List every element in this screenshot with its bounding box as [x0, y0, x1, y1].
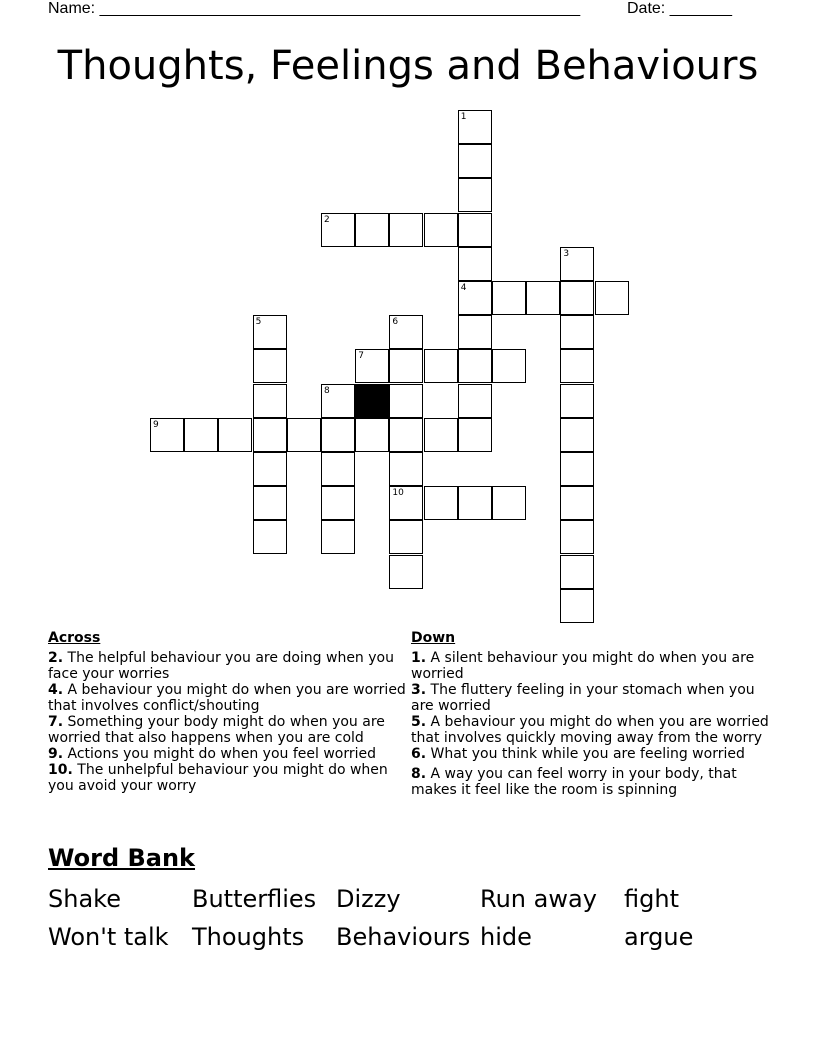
crossword-cell[interactable] — [526, 281, 560, 315]
crossword-cell[interactable] — [253, 486, 287, 520]
across-clues — [48, 630, 408, 794]
page-title: Thoughts, Feelings and Behaviours — [57, 43, 759, 89]
clue-text: A behaviour you might do when you are worried that involves quickly moving away from the worry — [411, 714, 769, 746]
across-clue-2 — [48, 650, 408, 682]
down-clue-6 — [411, 746, 771, 762]
crossword-cell[interactable] — [458, 281, 492, 315]
clue-number-label: 1 — [460, 112, 467, 122]
crossword-cell[interactable] — [355, 213, 389, 247]
word-bank-word: Dizzy — [336, 885, 401, 913]
clue-number: 7. — [48, 714, 64, 730]
crossword-cell[interactable] — [389, 452, 423, 486]
word-bank-word: Behaviours — [336, 923, 471, 951]
clue-number: 5. — [411, 714, 427, 730]
crossword-cell[interactable] — [253, 384, 287, 418]
crossword-cell[interactable] — [458, 486, 492, 520]
crossword-cell[interactable] — [560, 349, 594, 383]
crossword-cell[interactable] — [253, 349, 287, 383]
crossword-cell[interactable] — [150, 418, 184, 452]
across-clue-9 — [48, 746, 408, 762]
crossword-cell[interactable] — [253, 452, 287, 486]
crossword-cell[interactable] — [355, 418, 389, 452]
crossword-cell[interactable] — [560, 520, 594, 554]
clue-number: 10. — [48, 762, 73, 778]
crossword-cell[interactable] — [321, 384, 355, 418]
crossword-cell[interactable] — [492, 349, 526, 383]
crossword-cell[interactable] — [560, 452, 594, 486]
clue-number-label: 3 — [563, 248, 570, 259]
crossword-cell[interactable] — [389, 555, 423, 589]
crossword-cell[interactable] — [424, 418, 458, 452]
crossword-cell[interactable] — [321, 213, 355, 247]
crossword-cell[interactable] — [389, 520, 423, 554]
clue-number: 3. — [411, 682, 427, 698]
word-bank-word: Shake — [48, 885, 121, 913]
crossword-cell[interactable] — [560, 384, 594, 418]
crossword-cell[interactable] — [424, 349, 458, 383]
clue-number-label: 8 — [324, 385, 330, 396]
crossword-cell[interactable] — [424, 213, 458, 247]
down-clue-8 — [411, 766, 771, 798]
across-clue-4 — [48, 682, 408, 714]
clue-text: Actions you might do when you feel worried — [67, 746, 377, 762]
crossword-cell[interactable] — [560, 247, 594, 281]
crossword-cell[interactable] — [253, 520, 287, 554]
crossword-cell[interactable] — [458, 110, 492, 144]
clue-text: What you think while you are feeling worried — [430, 746, 745, 762]
crossword-cell[interactable] — [595, 281, 629, 315]
crossword-cell[interactable] — [389, 349, 423, 383]
clue-number-label: 6 — [392, 317, 399, 328]
crossword-cell[interactable] — [458, 144, 492, 178]
crossword-cell[interactable] — [355, 349, 389, 383]
clue-number-label: 10 — [392, 488, 404, 499]
clue-number-label: 7 — [358, 351, 364, 362]
word-bank-title: Word Bank — [48, 844, 196, 872]
clue-number: 2. — [48, 650, 64, 666]
crossword-cell[interactable] — [458, 247, 492, 281]
clue-number-label: 4 — [460, 283, 467, 293]
clue-text: A way you can feel worry in your body, that makes it feel like the room is spinning — [411, 766, 737, 798]
word-bank-word: fight — [624, 885, 679, 913]
crossword-cell[interactable] — [218, 418, 252, 452]
crossword-cell[interactable] — [560, 315, 594, 349]
crossword-cell[interactable] — [458, 349, 492, 383]
word-bank-word: Run away — [480, 885, 597, 913]
crossword-cell[interactable] — [560, 281, 594, 315]
clue-text: Something your body might do when you are worried that also happens when you are cold — [48, 714, 385, 746]
name-field-line: Name: ______________________________________________________ — [48, 0, 581, 17]
crossword-cell[interactable] — [321, 486, 355, 520]
crossword-cell[interactable] — [389, 418, 423, 452]
crossword-cell[interactable] — [253, 315, 287, 349]
crossword-cell[interactable] — [321, 452, 355, 486]
crossword-cell[interactable] — [389, 315, 423, 349]
crossword-cell[interactable] — [389, 384, 423, 418]
crossword-cell[interactable] — [184, 418, 218, 452]
clue-number: 9. — [48, 746, 64, 762]
crossword-cell[interactable] — [253, 418, 287, 452]
crossword-cell[interactable] — [560, 555, 594, 589]
crossword-cell[interactable] — [458, 384, 492, 418]
across-clue-10 — [48, 762, 408, 794]
down-heading: Down — [411, 630, 456, 646]
crossword-cell[interactable] — [560, 418, 594, 452]
clue-number: 6. — [411, 746, 427, 762]
down-clue-5 — [411, 714, 771, 746]
down-clue-3 — [411, 682, 771, 714]
crossword-cell[interactable] — [458, 178, 492, 212]
crossword-cell[interactable] — [458, 315, 492, 349]
clue-number: 8. — [411, 766, 427, 782]
crossword-cell[interactable] — [321, 418, 355, 452]
date-field-line: Date: _______ — [627, 0, 732, 17]
across-clue-7 — [48, 714, 408, 746]
clue-text: The unhelpful behaviour you might do when you avoid your worry — [48, 762, 388, 794]
crossword-cell[interactable] — [458, 418, 492, 452]
clue-text: A behaviour you might do when you are worried that involves conflict/shouting — [48, 682, 406, 714]
word-bank-word: argue — [624, 923, 694, 951]
clue-text: The helpful behaviour you are doing when you face your worries — [48, 650, 394, 682]
word-bank-word: Thoughts — [192, 923, 305, 951]
clue-number-label: 9 — [153, 419, 159, 430]
down-clue-1 — [411, 650, 771, 682]
down-clues — [411, 630, 771, 798]
word-bank-word: Butterflies — [192, 885, 317, 913]
clue-number-label: 5 — [255, 317, 262, 328]
word-bank-word: hide — [480, 923, 532, 951]
word-bank-word: Won't talk — [48, 923, 169, 951]
crossword-cell[interactable] — [560, 589, 594, 623]
crossword-block-cell — [355, 384, 389, 418]
clue-text: A silent behaviour you might do when you are worried — [411, 650, 755, 682]
crossword-cell[interactable] — [287, 418, 321, 452]
crossword-cell[interactable] — [424, 486, 458, 520]
clue-text: The fluttery feeling in your stomach when you are worried — [411, 682, 755, 714]
clue-number: 1. — [411, 650, 427, 666]
crossword-cell[interactable] — [492, 486, 526, 520]
crossword-cell[interactable] — [389, 486, 423, 520]
clue-number-label: 2 — [324, 214, 330, 225]
across-heading: Across — [48, 630, 101, 646]
crossword-cell[interactable] — [560, 486, 594, 520]
crossword-cell[interactable] — [492, 281, 526, 315]
clue-number: 4. — [48, 682, 64, 698]
crossword-cell[interactable] — [458, 213, 492, 247]
crossword-cell[interactable] — [321, 520, 355, 554]
crossword-cell[interactable] — [389, 213, 423, 247]
